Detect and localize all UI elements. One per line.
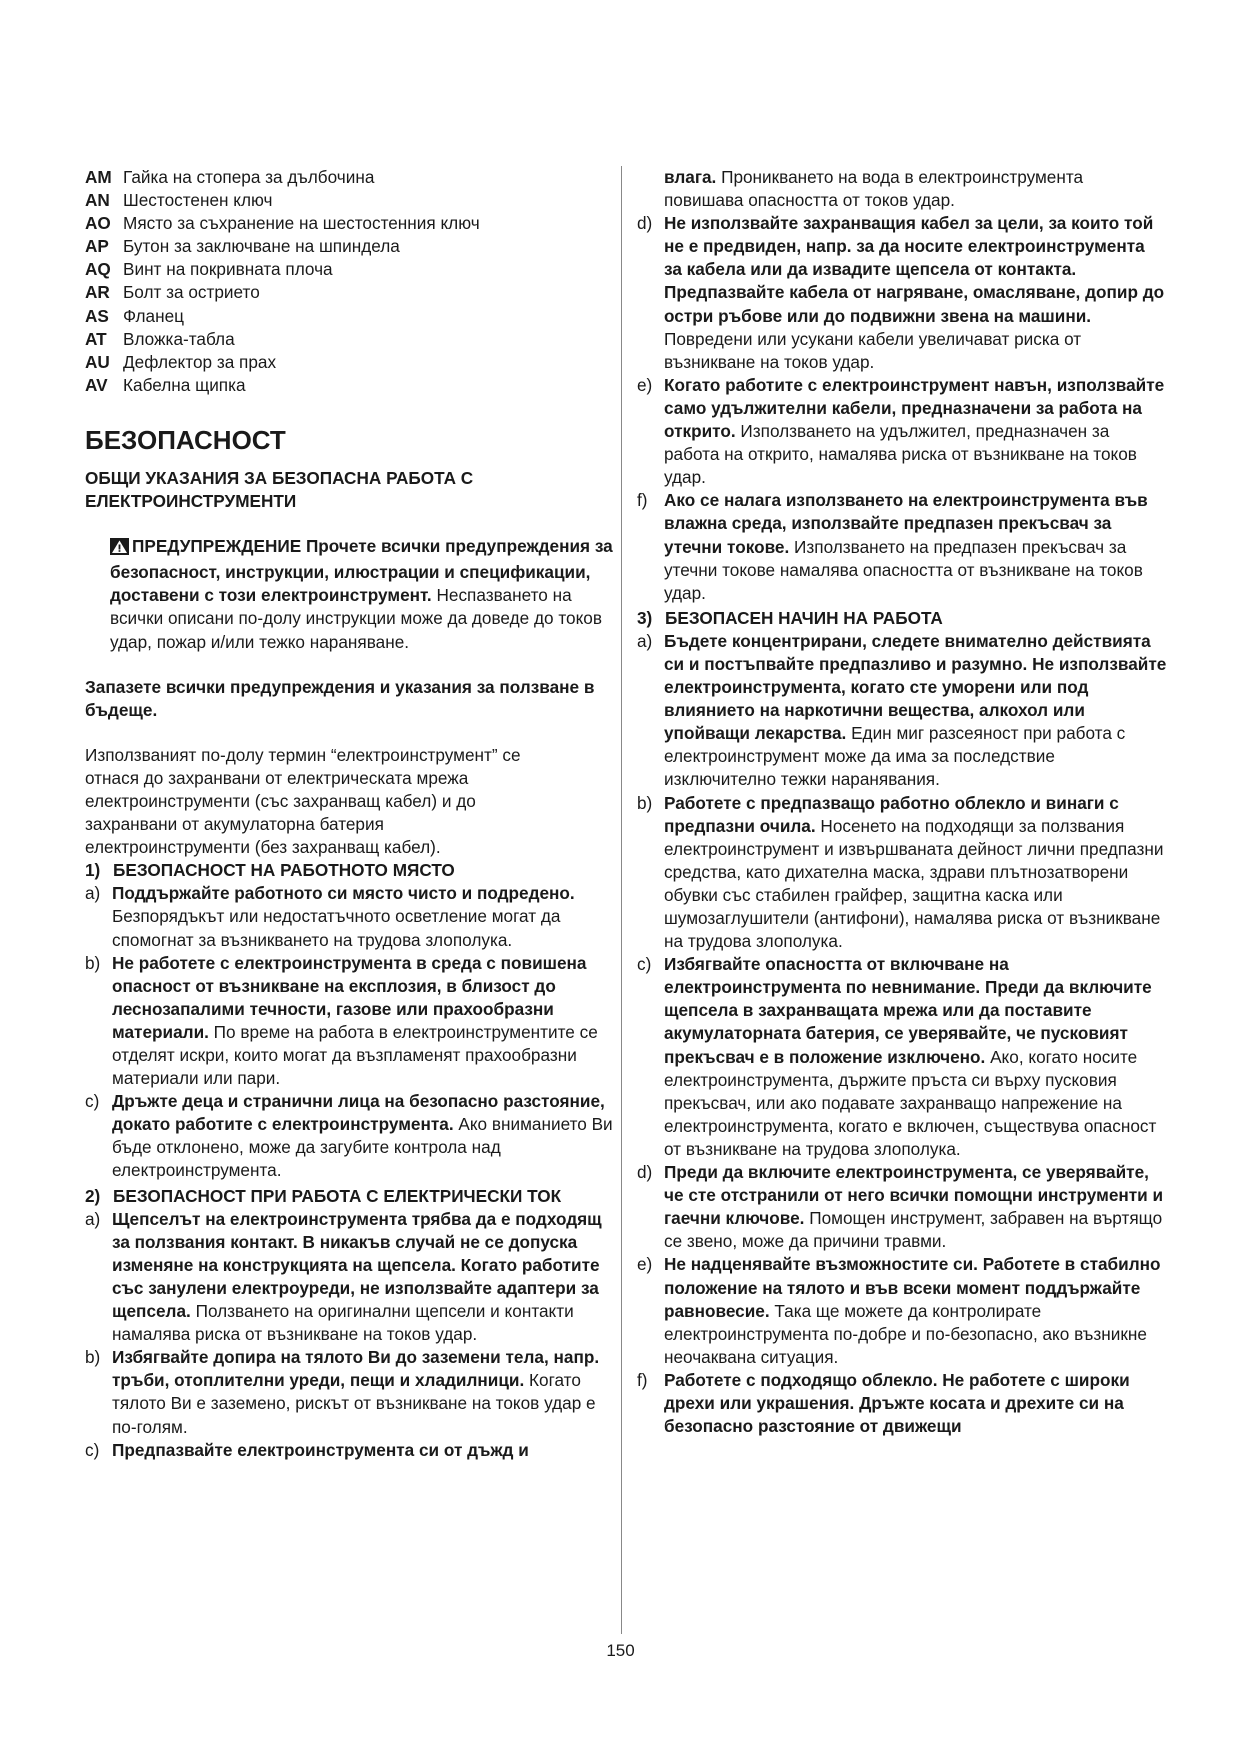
item-body xyxy=(664,792,1167,954)
safety-item xyxy=(85,1208,615,1347)
item-normal-text: Един миг разсеяност при работа с електроинструмент може да има за последствие изключително тежки наранявания. xyxy=(664,723,1126,790)
item-normal-text: Помощен инструмент, забравен на въртящо се звено, може да причини травми. xyxy=(664,1208,1163,1252)
item-bold-text: Избягвайте опасността от включване на електроинструмента по невнимание. Преди да включите щепсела в захранващата мрежа или да поставите акумулаторната батерия, се уверявайте, че пусковият прекъсвач е в положение изключено. xyxy=(664,954,1152,1067)
legend-code: AM xyxy=(85,167,112,187)
legend-text: Бутон за заключване на шпиндела xyxy=(123,236,400,257)
item-normal-text: Безпорядъкът или недостатъчното осветление могат да спомогнат за възникването на трудова злополука. xyxy=(112,906,561,950)
legend-row xyxy=(85,166,615,189)
parts-legend xyxy=(85,166,615,397)
item-letter: f) xyxy=(637,490,648,511)
item-bold-text: Преди да включите електроинструмента, се уверявайте, че сте отстранили от него всички помощни инструменти и гаечни ключове. xyxy=(664,1162,1164,1229)
legend-row xyxy=(85,235,615,258)
item-bold-text: Работете с подходящо облекло. Не работете с широки дрехи или украшения. Дръжте косата и дрехите си на безопасно разстояние от движещи xyxy=(664,1369,1130,1437)
safety-item xyxy=(85,882,615,951)
item-bold-text: Предпазвайте електроинструмента си от дъжд и xyxy=(112,1439,529,1460)
item-letter: a) xyxy=(85,883,101,904)
item-bold-text: Дръжте деца и странични лица на безопасно разстояние, докато работите с електроинструмента. xyxy=(112,1091,605,1135)
item-normal-text: Ако, когато носите електроинструмента, държите пръста си върху пусковия прекъсвач, или ако подавате захранващо напрежение на електроинструмента, когато е включен, съществува опасност от възникване на трудова злополука. xyxy=(664,1046,1157,1159)
legend-row xyxy=(85,374,615,397)
legend-code: AN xyxy=(85,190,110,211)
warning-normal-text: Неспазването на всички описани по-долу инструкции може да доведе до токов удар, пожар и/или тежко нараняване. xyxy=(110,585,602,652)
heading-title: БЕЗОПАСНОСТ НА РАБОТНОТО МЯСТО xyxy=(113,860,455,881)
item-normal-text: По време на работа в електроинструментите се отделят искри, които могат да възпламенят прахообразни материали или пари. xyxy=(112,1021,598,1089)
item-normal-text: Използването на удължител, предназначен за работа на открито, намалява риска от възникване на токов удар. xyxy=(664,421,1137,488)
legend-text: Винт на покривната плоча xyxy=(123,259,333,280)
heading-number: 2) xyxy=(85,1185,101,1206)
legend-row xyxy=(85,305,615,328)
safety-item xyxy=(85,1090,615,1182)
heading-number: 3) xyxy=(637,607,653,628)
legend-text: Фланец xyxy=(123,305,184,326)
page-number: 150 xyxy=(606,1641,635,1660)
safety-item xyxy=(637,953,1167,1161)
left-column xyxy=(85,166,615,1462)
item-bold-text: Поддържайте работното си място чисто и подредено. xyxy=(112,883,575,904)
continuation-normal-text: Проникването на вода в електроинструмента повишава опасността от токов удар. xyxy=(664,167,1084,211)
item-body xyxy=(664,953,1167,1161)
legend-row xyxy=(85,189,615,212)
item-normal-text: Когато тялото Ви е заземено, рискът от възникване на токов удар е по-голям. xyxy=(112,1370,596,1437)
legend-code: AQ xyxy=(85,259,111,280)
legend-row xyxy=(85,281,615,304)
legend-code: AR xyxy=(85,282,110,303)
legend-text: Място за съхранение на шестостенния ключ xyxy=(123,213,480,234)
electrical-safety-items-continued xyxy=(637,212,1167,605)
item-bold-text: Не надценявайте възможностите си. Работете в стабилно положение на тялото и във всеки момент поддържайте равновесие. xyxy=(664,1254,1161,1321)
item-bold-text: Не използвайте захранващия кабел за цели, за които той не е предвиден, напр. за да носите електроинструмента за кабела или да извадите щепсела от контакта. Предпазвайте кабела от нагряване, омасляване, допир до остри ръбове или до подвижни звена на машини. xyxy=(664,213,1165,326)
safety-item xyxy=(637,792,1167,954)
legend-code: AV xyxy=(85,374,108,395)
right-column xyxy=(637,166,1167,1438)
continuation-bold-text: влага. xyxy=(664,167,717,187)
term-definition: Използваният по-долу термин “електроинструмент” се отнася до захранвани от електрическата мрежа електроинструменти (със захранващ кабел) и до захранвани от акумулаторна батерия електроинструменти (без захранващ кабел). xyxy=(85,744,521,858)
item-normal-text: Ползването на оригинални щепсели и контакти намалява риска от възникване на токов удар. xyxy=(112,1301,574,1345)
workplace-safety-heading xyxy=(85,859,615,882)
keep-instructions-note: Запазете всички предупреждения и указания за ползване в бъдеще. xyxy=(85,676,595,720)
item-letter: f) xyxy=(637,1369,648,1390)
item-letter: b) xyxy=(637,792,653,813)
item-normal-text: Ако вниманието Ви бъде отклонено, може да загубите контрола над електроинструмента. xyxy=(112,1114,613,1181)
item-letter: b) xyxy=(85,1347,101,1368)
legend-code: AU xyxy=(85,351,110,372)
legend-row xyxy=(85,258,615,281)
safety-item xyxy=(637,1161,1167,1253)
item-bold-text: Работете с предпазващо работно облекло и винаги с предпазни очила. xyxy=(664,792,1119,836)
item-body xyxy=(112,1439,615,1462)
item-letter: d) xyxy=(637,213,653,234)
item-letter: a) xyxy=(85,1208,101,1229)
safety-item xyxy=(85,1439,615,1462)
legend-text: Болт за острието xyxy=(123,282,260,303)
electrical-safety-heading xyxy=(85,1185,615,1208)
item-bold-text: Щепселът на електроинструмента трябва да е подходящ за ползвания контакт. В никакъв случай не се допуска изменяне на конструкцията на щепсела. Когато работите със занулени електроуреди, не използвайте адаптери за щепсела. xyxy=(112,1208,602,1322)
safety-item xyxy=(637,374,1167,489)
item-letter: c) xyxy=(637,954,652,975)
item-letter: c) xyxy=(85,1439,100,1460)
item-bold-text: Когато работите с електроинструмент навън, използвайте само удължителни кабели, предназначени за работа на открито. xyxy=(664,374,1165,442)
warning-bold-text: ПРЕДУПРЕЖДЕНИЕ Прочете всички предупреждения за безопасност, инструкции, илюстрации и спецификации, доставени с този електроинструмент. xyxy=(110,536,613,606)
workplace-safety-items xyxy=(85,882,615,1182)
legend-code: AT xyxy=(85,328,107,349)
item-normal-text: Носенето на подходящи за ползвания електроинструмент и извършваната дейност лични предпазни средства, като дихателна маска, здрави плътнозатворени обувки със стабилен грайфер, защитна каска или шумозаглушители (антифони), намалява риска от възникване на трудова злополука. xyxy=(664,815,1164,952)
legend-code: AP xyxy=(85,236,109,257)
legend-code: AS xyxy=(85,305,109,326)
heading-number: 1) xyxy=(85,860,101,881)
item-normal-text: Повредени или усукани кабели увеличават риска от възникване на токов удар. xyxy=(664,328,1082,372)
item-letter: e) xyxy=(637,1254,653,1275)
warning-paragraph xyxy=(85,535,615,653)
item-bold-text: Избягвайте допира на тялото Ви до заземени тела, напр. тръби, отоплителни уреди, пещи и хладилници. xyxy=(112,1347,600,1391)
electrical-safety-items xyxy=(85,1208,615,1462)
item-body xyxy=(112,1208,615,1347)
item-body xyxy=(112,882,615,951)
legend-code: AO xyxy=(85,213,111,234)
legend-text: Шестостенен ключ xyxy=(123,190,273,211)
heading-title: БЕЗОПАСНОСТ ПРИ РАБОТА С ЕЛЕКТРИЧЕСКИ ТОК xyxy=(113,1185,562,1206)
electrical-item-c-continuation xyxy=(637,166,1167,212)
warning-triangle-icon xyxy=(110,538,129,561)
item-body xyxy=(664,489,1167,604)
safety-item xyxy=(637,489,1167,604)
legend-row xyxy=(85,328,615,351)
item-body xyxy=(112,952,615,1091)
legend-text: Гайка на стопера за дълбочина xyxy=(123,167,375,187)
legend-row xyxy=(85,212,615,235)
item-body xyxy=(664,1161,1167,1253)
personal-safety-heading xyxy=(637,607,1167,630)
item-bold-text: Бъдете концентрирани, следете внимателно действията си и постъпвайте предпазливо и разумно. Не използвайте електроинструмента, когато сте уморени или под влиянието на наркотични вещества, алкохол или упойващи лекарства. xyxy=(664,630,1167,744)
safety-item xyxy=(637,1253,1167,1368)
safety-item xyxy=(637,630,1167,792)
heading-title: БЕЗОПАСЕН НАЧИН НА РАБОТА xyxy=(665,607,943,628)
legend-row xyxy=(85,351,615,374)
safety-item xyxy=(637,212,1167,374)
section-title: БЕЗОПАСНОСТ xyxy=(85,424,286,455)
safety-item xyxy=(637,1369,1167,1438)
item-letter: e) xyxy=(637,374,653,395)
item-letter: b) xyxy=(85,952,101,973)
legend-text: Вложка-табла xyxy=(123,328,235,349)
item-letter: d) xyxy=(637,1162,653,1183)
general-safety-heading: ОБЩИ УКАЗАНИЯ ЗА БЕЗОПАСНА РАБОТА С ЕЛЕКТРОИНСТРУМЕНТИ xyxy=(85,467,474,512)
personal-safety-items xyxy=(637,630,1167,1438)
safety-item xyxy=(85,952,615,1091)
item-body xyxy=(664,374,1167,489)
column-divider xyxy=(621,166,622,1634)
legend-text: Дефлектор за прах xyxy=(123,351,277,372)
safety-item xyxy=(85,1346,615,1438)
item-letter: c) xyxy=(85,1091,100,1112)
item-bold-text: Ако се налага използването на електроинструмента във влажна среда, използвайте предпазен прекъсвач за утечни токове. xyxy=(664,490,1148,557)
item-normal-text: Така ще можете да контролирате електроинструмента по-добре и по-безопасно, ако възникне неочаквана ситуация. xyxy=(664,1300,1147,1367)
item-normal-text: Използването на предпазен прекъсвач за утечни токове намалява опасността от възникване на токов удар. xyxy=(664,536,1143,603)
item-body xyxy=(664,1253,1167,1368)
item-body xyxy=(664,212,1167,374)
item-body xyxy=(112,1346,615,1438)
item-body xyxy=(664,1369,1167,1438)
item-body xyxy=(664,630,1167,792)
item-bold-text: Не работете с електроинструмента в среда с повишена опасност от възникване на експлозия, в близост до леснозапалими течности, газове или прахообразни материали. xyxy=(112,952,587,1042)
item-body xyxy=(112,1090,615,1182)
legend-text: Кабелна щипка xyxy=(123,374,246,395)
item-letter: a) xyxy=(637,630,653,651)
